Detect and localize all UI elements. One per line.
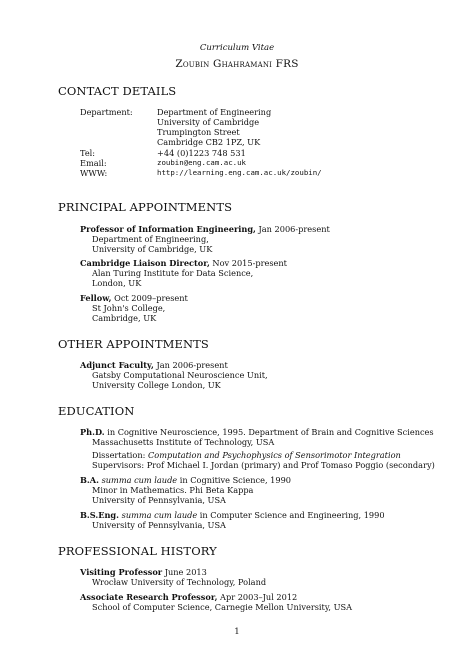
- principal-section-title: PRINCIPAL APPOINTMENTS: [58, 200, 233, 214]
- address-line-2: University of Cambridge: [157, 117, 260, 127]
- phd-dissertation: [92, 450, 401, 460]
- ba-line-3: University of Pennsylvania, USA: [92, 495, 226, 505]
- history-item-1: [80, 567, 207, 577]
- history-item-1-date: June 2013: [162, 567, 207, 577]
- cv-label: Curriculum Vitae: [199, 43, 275, 53]
- address-line-4: Cambridge CB2 1PZ, UK: [157, 137, 261, 147]
- ba-field: in Cognitive Science, 1990: [177, 475, 291, 485]
- phd-supervisors: Supervisors: Prof Michael I. Jordan (primary) and Prof Tomaso Poggio (secondary): [92, 460, 435, 470]
- address-line-3: Trumpington Street: [157, 127, 240, 137]
- phd-dissertation-label: Dissertation:: [92, 450, 148, 460]
- bseng-degree: B.S.Eng.: [80, 510, 120, 520]
- phd-dissertation-title: Computation and Psychophysics of Sensorimotor Integration: [148, 450, 401, 460]
- department-label: Department:: [80, 107, 133, 117]
- history-item-2-line-1: School of Computer Science, Carnegie Mellon University, USA: [92, 602, 353, 612]
- principal-item-2-line-1: Alan Turing Institute for Data Science,: [92, 268, 254, 278]
- other-item-1: [80, 360, 228, 370]
- other-item-1-line-2: University College London, UK: [92, 380, 221, 390]
- history-section-title: PROFESSIONAL HISTORY: [58, 544, 217, 558]
- phd-degree: Ph.D.: [80, 427, 105, 437]
- phd-field: in Cognitive Neuroscience, 1995. Department of Brain and Cognitive Sciences: [104, 427, 434, 437]
- other-item-1-date: Jan 2006-present: [153, 360, 228, 370]
- history-item-2: [80, 592, 297, 602]
- principal-item-3-role: Fellow,: [80, 293, 112, 303]
- www-label: WWW:: [80, 168, 108, 178]
- history-item-2-date: Apr 2003–Jul 2012: [217, 592, 298, 602]
- principal-item-1: [80, 224, 330, 234]
- bseng-line-1: [80, 510, 385, 520]
- principal-item-3-line-1: St John's College,: [92, 303, 166, 313]
- principal-item-2-role: Cambridge Liaison Director,: [80, 258, 210, 268]
- history-item-1-line-1: Wrocław University of Technology, Poland: [92, 577, 267, 587]
- principal-item-1-role: Professor of Information Engineering,: [80, 224, 256, 234]
- history-item-1-role: Visiting Professor: [80, 567, 163, 577]
- other-item-1-role: Adjunct Faculty,: [80, 360, 154, 370]
- bseng-field: in Computer Science and Engineering, 1990: [197, 510, 385, 520]
- page-number: 1: [234, 627, 240, 637]
- bseng-line-2: University of Pennsylvania, USA: [92, 520, 226, 530]
- tel-label: Tel:: [80, 148, 96, 158]
- phd-line-1: [80, 427, 434, 437]
- principal-item-2-date: Nov 2015-present: [209, 258, 287, 268]
- ba-line-2: Minor in Mathematics. Phi Beta Kappa: [92, 485, 254, 495]
- email-link[interactable]: zoubin@eng.cam.ac.uk: [157, 158, 246, 167]
- tel-value: +44 (0)1223 748 531: [157, 148, 246, 158]
- email-label: Email:: [80, 158, 107, 168]
- ba-honors: summa cum laude: [98, 475, 178, 485]
- other-section-title: OTHER APPOINTMENTS: [58, 337, 209, 351]
- ba-degree: B.A.: [80, 475, 99, 485]
- contact-section-title: CONTACT DETAILS: [58, 84, 177, 98]
- other-item-1-line-1: Gatsby Computational Neuroscience Unit,: [92, 370, 268, 380]
- principal-item-2: [80, 258, 287, 268]
- principal-item-1-date: Jan 2006-present: [255, 224, 330, 234]
- principal-item-3: [80, 293, 188, 303]
- www-link[interactable]: http://learning.eng.cam.ac.uk/zoubin/: [157, 168, 322, 177]
- phd-line-2: Massachusetts Institute of Technology, USA: [92, 437, 275, 447]
- cv-name: Zoubin Ghahramani FRS: [175, 58, 299, 70]
- bseng-honors: summa cum laude: [119, 510, 198, 520]
- principal-item-2-line-2: London, UK: [92, 278, 142, 288]
- ba-line-1: [80, 475, 291, 485]
- principal-item-3-date: Oct 2009–present: [111, 293, 188, 303]
- history-item-2-role: Associate Research Professor,: [80, 592, 218, 602]
- education-section-title: EDUCATION: [58, 404, 135, 418]
- principal-item-1-line-2: University of Cambridge, UK: [92, 244, 213, 254]
- principal-item-1-line-1: Department of Engineering,: [92, 234, 209, 244]
- principal-item-3-line-2: Cambridge, UK: [92, 313, 157, 323]
- address-line-1: Department of Engineering: [157, 107, 272, 117]
